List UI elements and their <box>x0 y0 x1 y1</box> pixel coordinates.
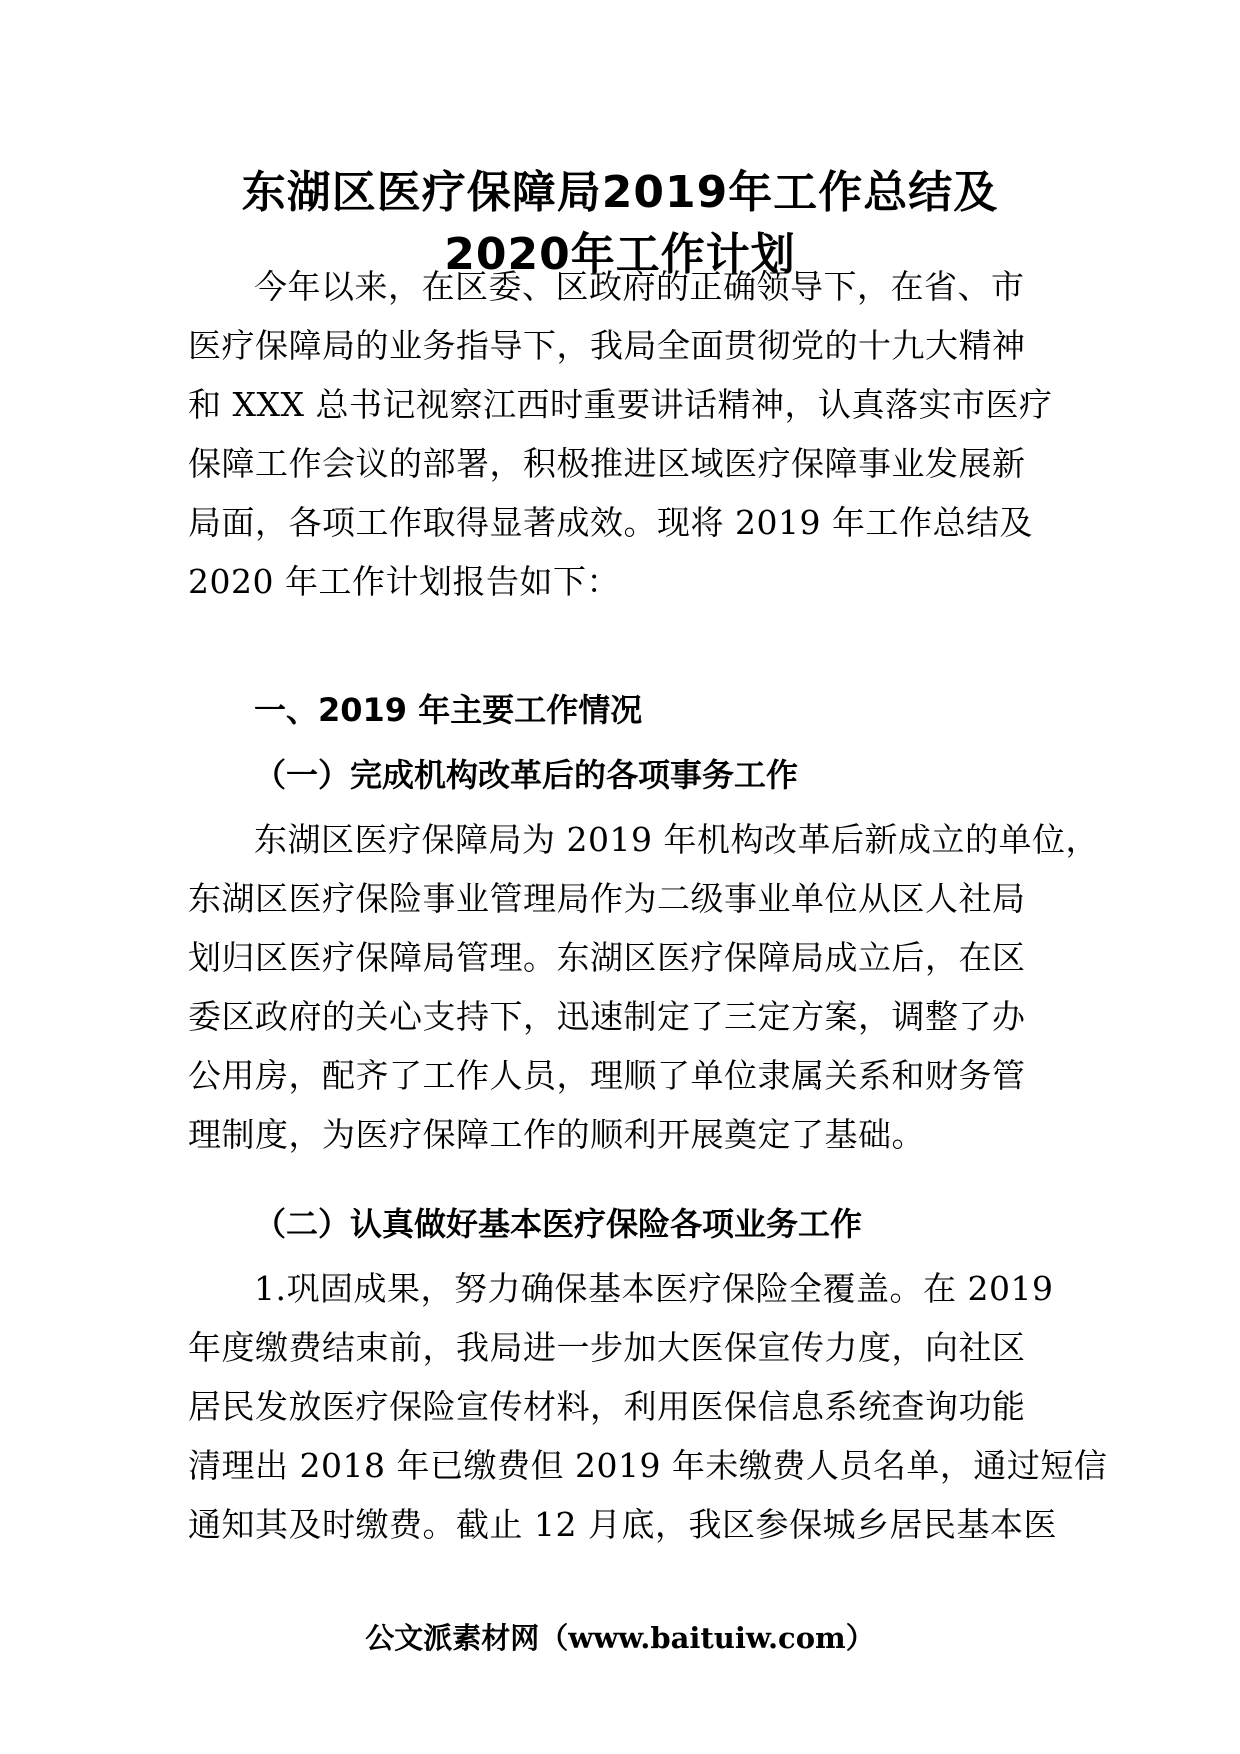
intro-line: 和 XXX 总书记视察江西时重要讲话精神，认真落实市医疗 <box>188 385 1053 424</box>
paragraph-line: 理制度，为医疗保障工作的顺利开展奠定了基础。 <box>188 1115 925 1154</box>
document-title-line-1: 东湖区医疗保障局2019年工作总结及 <box>241 167 999 218</box>
page-footer: 公文派素材网（www.baituiw.com） <box>365 1621 875 1655</box>
intro-line: 今年以来，在区委、区政府的正确领导下，在省、市 <box>254 267 1025 306</box>
paragraph-line: 居民发放医疗保险宣传材料，利用医保信息系统查询功能 <box>188 1387 1026 1426</box>
paragraph-line: 划归区医疗保障局管理。东湖区医疗保障局成立后，在区 <box>188 938 1026 977</box>
paragraph-line: 东湖区医疗保障局为 2019 年机构改革后新成立的单位， <box>254 820 1099 859</box>
subsection-heading: （一）完成机构改革后的各项事务工作 <box>254 756 799 794</box>
paragraph-line: 委区政府的关心支持下，迅速制定了三定方案，调整了办 <box>188 997 1026 1036</box>
paragraph-line: 年度缴费结束前，我局进一步加大医保宣传力度，向社区 <box>188 1328 1026 1367</box>
section-heading: 一、2019 年主要工作情况 <box>254 691 643 729</box>
paragraph-line: 公用房，配齐了工作人员，理顺了单位隶属关系和财务管 <box>188 1056 1026 1095</box>
paragraph-line: 清理出 2018 年已缴费但 2019 年未缴费人员名单，通过短信 <box>188 1446 1108 1485</box>
paragraph-line: 东湖区医疗保险事业管理局作为二级事业单位从区人社局 <box>188 879 1026 918</box>
paragraph-line: 1.巩固成果，努力确保基本医疗保险全覆盖。在 2019 <box>254 1269 1054 1308</box>
paragraph-line: 通知其及时缴费。截止 12 月底，我区参保城乡居民基本医 <box>188 1505 1057 1544</box>
intro-line: 局面，各项工作取得显著成效。现将 2019 年工作总结及 <box>188 503 1033 542</box>
intro-line: 保障工作会议的部署，积极推进区域医疗保障事业发展新 <box>188 444 1026 483</box>
subsection-heading: （二）认真做好基本医疗保险各项业务工作 <box>254 1205 863 1243</box>
intro-line: 医疗保障局的业务指导下，我局全面贯彻党的十九大精神 <box>188 326 1026 365</box>
intro-line: 2020 年工作计划报告如下： <box>188 562 620 601</box>
document-title-line-2: 2020年工作计划 <box>444 229 796 280</box>
